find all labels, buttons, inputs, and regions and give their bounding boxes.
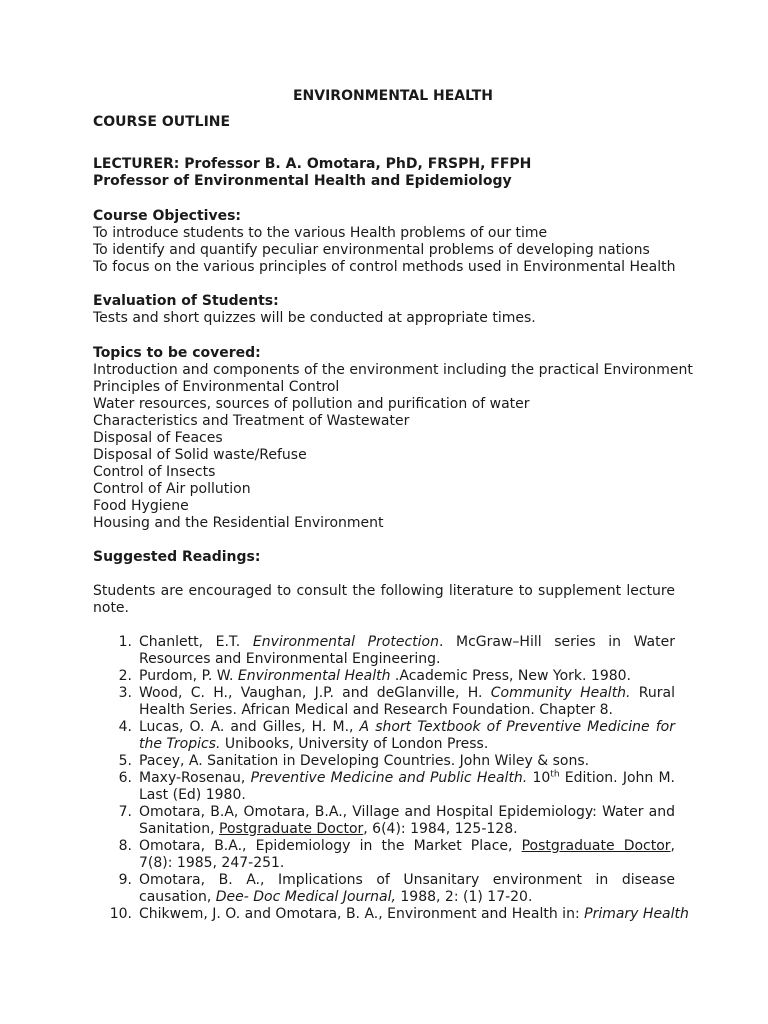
objective-item: To identify and quantify peculiar environmental problems of developing nations bbox=[93, 242, 650, 258]
reference-item bbox=[93, 719, 675, 753]
reference-number: 10. bbox=[109, 906, 132, 922]
reference-item bbox=[93, 872, 675, 906]
reference-text: Rural Health Series. African Medical and Research Foundation. Chapter 8. bbox=[139, 685, 675, 718]
reference-number: 7. bbox=[118, 804, 132, 820]
reference-journal: Postgraduate Doctor bbox=[521, 838, 671, 854]
page-title: ENVIRONMENTAL HEALTH bbox=[292, 88, 493, 104]
reference-number: 3. bbox=[118, 685, 132, 701]
topic-item: Housing and the Residential Environment bbox=[93, 515, 384, 531]
objective-item: To introduce students to the various Health problems of our time bbox=[93, 225, 548, 241]
objectives-section bbox=[93, 208, 675, 276]
reference-number: 6. bbox=[118, 770, 132, 786]
topic-item: Food Hygiene bbox=[93, 498, 189, 514]
readings-intro: Students are encouraged to consult the following literature to supplement lecture note. bbox=[93, 583, 675, 616]
reference-title: Environmental Health bbox=[237, 668, 391, 684]
lecturer-block bbox=[93, 156, 675, 190]
objective-item: To focus on the various principles of control methods used in Environmental Health bbox=[93, 259, 676, 275]
reference-text: , 7(8): 1985, 247-251. bbox=[139, 838, 675, 871]
reference-number: 8. bbox=[118, 838, 132, 854]
reference-text: Pacey, A. Sanitation in Developing Countries. John Wiley & sons. bbox=[139, 753, 590, 769]
reference-text: .Academic Press, New York. 1980. bbox=[390, 668, 631, 684]
topic-item: Introduction and components of the environment including the practical Environment bbox=[93, 362, 693, 378]
reference-item bbox=[93, 838, 675, 872]
reference-item bbox=[93, 685, 675, 719]
reference-text: , 6(4): 1984, 125-128. bbox=[363, 821, 518, 837]
reference-number: 4. bbox=[118, 719, 132, 735]
reference-title: A short Textbook of Preventive Medicine for the Tropics. bbox=[139, 719, 675, 752]
reference-text: Lucas, O. A. and Gilles, H. M., bbox=[139, 719, 360, 735]
reference-text: Omotara, B. A., Implications of Unsanitary environment in disease causation, bbox=[139, 872, 675, 905]
reference-text: Omotara, B.A., Epidemiology in the Market Place, bbox=[139, 838, 522, 854]
reference-item bbox=[93, 753, 675, 770]
reference-number: 2. bbox=[118, 668, 132, 684]
reference-item bbox=[93, 770, 675, 804]
course-outline-heading: COURSE OUTLINE bbox=[93, 114, 231, 130]
reference-item bbox=[93, 906, 689, 923]
topic-item: Control of Air pollution bbox=[93, 481, 251, 497]
reference-text: Omotara, B.A, Omotara, B.A., Village and Hospital Epidemiology: Water and Sanitation, bbox=[139, 804, 675, 837]
topic-item: Water resources, sources of pollution and purification of water bbox=[93, 396, 530, 412]
reference-text: Unibooks, University of London Press. bbox=[220, 736, 489, 752]
topic-item: Disposal of Solid waste/Refuse bbox=[93, 447, 307, 463]
reference-number: 1. bbox=[118, 634, 132, 650]
reference-text: Chanlett, E.T. bbox=[139, 634, 253, 650]
lecturer-title: Professor of Environmental Health and Epidemiology bbox=[93, 173, 512, 189]
reference-journal: Postgraduate Doctor bbox=[219, 821, 364, 837]
reference-title: Dee- Doc Medical Journal, bbox=[215, 889, 396, 905]
readings-section bbox=[93, 549, 689, 923]
objectives-heading: Course Objectives: bbox=[93, 208, 242, 224]
reference-list bbox=[93, 634, 689, 923]
reference-text: 1988, 2: (1) 17-20. bbox=[395, 889, 533, 905]
superscript: th bbox=[550, 769, 560, 780]
reference-item bbox=[93, 668, 675, 685]
topics-section bbox=[93, 345, 693, 532]
reference-title: Environmental Protection bbox=[252, 634, 439, 650]
reference-text: Wood, C. H., Vaughan, J.P. and deGlanville, H. bbox=[139, 685, 491, 701]
reference-item bbox=[93, 804, 675, 838]
topic-item: Control of Insects bbox=[93, 464, 216, 480]
evaluation-heading: Evaluation of Students: bbox=[93, 293, 279, 309]
topic-item: Characteristics and Treatment of Wastewater bbox=[93, 413, 410, 429]
reference-number: 9. bbox=[118, 872, 132, 888]
reference-title: Primary Health bbox=[584, 906, 689, 922]
topic-item: Disposal of Feaces bbox=[93, 430, 223, 446]
reference-number: 5. bbox=[118, 753, 132, 769]
reference-text: Purdom, P. W. bbox=[139, 668, 238, 684]
reference-text: Maxy-Rosenau, bbox=[139, 770, 251, 786]
reference-text: . McGraw–Hill series in Water Resources and Environmental Engineering. bbox=[139, 634, 675, 667]
reference-text: Chikwem, J. O. and Omotara, B. A., Environment and Health in: bbox=[139, 906, 585, 922]
evaluation-section bbox=[93, 293, 675, 327]
reference-title: Community Health. bbox=[490, 685, 631, 701]
lecturer-name: LECTURER: Professor B. A. Omotara, PhD, FRSPH, FFPH bbox=[93, 156, 532, 172]
reference-text: 10 bbox=[527, 770, 551, 786]
evaluation-text: Tests and short quizzes will be conducted at appropriate times. bbox=[93, 310, 536, 326]
reference-item bbox=[93, 634, 675, 668]
topics-heading: Topics to be covered: bbox=[93, 345, 261, 361]
topic-item: Principles of Environmental Control bbox=[93, 379, 340, 395]
readings-heading: Suggested Readings: bbox=[93, 549, 261, 565]
reference-text: Edition. John M. Last (Ed) 1980. bbox=[139, 770, 676, 803]
reference-title: Preventive Medicine and Public Health. bbox=[250, 770, 528, 786]
